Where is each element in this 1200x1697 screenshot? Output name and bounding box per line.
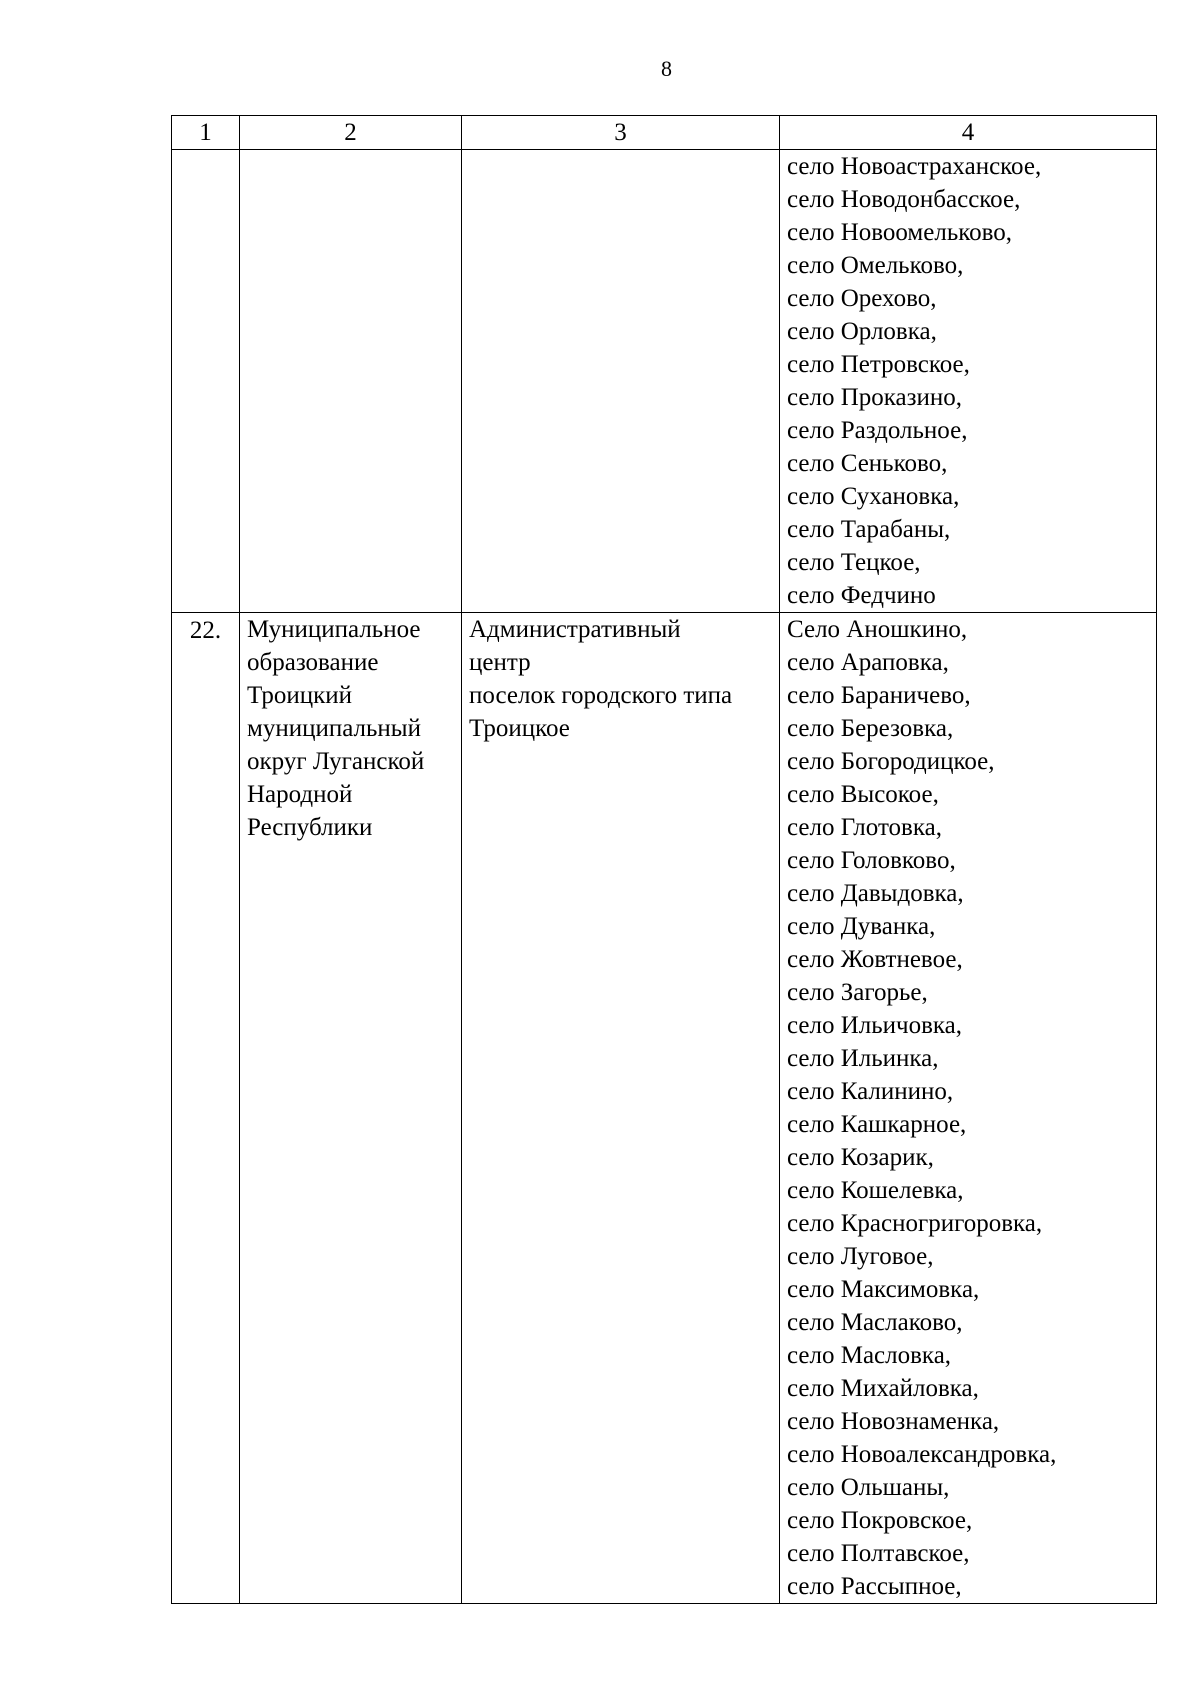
header-col-2: 2 <box>240 116 462 150</box>
settlement-item: село Красногригоровка, <box>787 1210 1043 1237</box>
settlement-item: село Омельково, <box>787 252 964 279</box>
settlement-item: село Луговое, <box>787 1243 934 1270</box>
settlement-item: село Тецкое, <box>787 549 921 576</box>
page-number: 8 <box>661 56 672 81</box>
settlements-table <box>171 115 1157 1604</box>
settlement-item: село Новознаменка, <box>787 1408 1000 1435</box>
settlement-item: село Маслаково, <box>787 1309 963 1336</box>
header-row <box>172 116 1157 150</box>
settlement-item: село Максимовка, <box>787 1276 980 1303</box>
settlement-item: село Новодонбасское, <box>787 186 1021 213</box>
settlement-item: село Сеньково, <box>787 450 948 477</box>
settlement-item: село Жовтневое, <box>787 946 963 973</box>
settlement-item: село Михайловка, <box>787 1375 979 1402</box>
settlement-item: село Березовка, <box>787 715 954 742</box>
municipality-name-line: Муниципальное <box>247 616 421 643</box>
continuation-number-cell <box>172 150 240 613</box>
settlement-item: село Загорье, <box>787 979 928 1006</box>
settlement-item: Село Аношкино, <box>787 616 968 643</box>
settlement-item: село Рассыпное, <box>787 1573 962 1600</box>
municipality-name-line: Республики <box>247 814 373 841</box>
settlement-item: село Ольшаны, <box>787 1474 950 1501</box>
settlement-item: село Высокое, <box>787 781 939 808</box>
settlement-item: село Полтавское, <box>787 1540 970 1567</box>
municipality-name-line: округ Луганской <box>247 748 425 775</box>
settlement-item: село Араповка, <box>787 649 949 676</box>
settlement-item: село Кошелевка, <box>787 1177 964 1204</box>
municipality-name-line: Народной <box>247 781 353 808</box>
settlement-item: село Покровское, <box>787 1507 973 1534</box>
administrative-center-line: Троицкое <box>469 715 570 742</box>
administrative-center-cell <box>462 613 780 1604</box>
continuation-settlements-cell <box>780 150 1157 613</box>
settlement-item: село Новоомельково, <box>787 219 1012 246</box>
header-col-4: 4 <box>780 116 1157 150</box>
settlement-item: село Бараничево, <box>787 682 971 709</box>
continuation-row <box>172 150 1157 613</box>
entry-number: 22. <box>172 613 240 1604</box>
settlement-item: село Раздольное, <box>787 417 968 444</box>
settlement-item: село Новоастраханское, <box>787 153 1042 180</box>
settlement-item: село Орловка, <box>787 318 937 345</box>
settlement-item: село Сухановка, <box>787 483 960 510</box>
settlement-item: село Орехово, <box>787 285 937 312</box>
settlement-item: село Кашкарное, <box>787 1111 967 1138</box>
settlement-item: село Ильинка, <box>787 1045 939 1072</box>
municipality-name-line: Троицкий <box>247 682 352 709</box>
settlement-item: село Давыдовка, <box>787 880 964 907</box>
entry-row-22 <box>172 613 1157 1604</box>
administrative-center-line: поселок городского типа <box>469 682 733 709</box>
continuation-name-cell <box>240 150 462 613</box>
continuation-center-cell <box>462 150 780 613</box>
settlement-item: село Масловка, <box>787 1342 952 1369</box>
administrative-center-line: центр <box>469 649 531 676</box>
settlement-item: село Богородицкое, <box>787 748 995 775</box>
settlement-item: село Федчино <box>787 582 936 609</box>
settlement-item: село Петровское, <box>787 351 970 378</box>
municipality-name-line: муниципальный <box>247 715 421 742</box>
settlement-item: село Козарик, <box>787 1144 934 1171</box>
settlement-item: село Тарабаны, <box>787 516 951 543</box>
settlement-item: село Дуванка, <box>787 913 936 940</box>
municipality-name-cell <box>240 613 462 1604</box>
header-col-3: 3 <box>462 116 780 150</box>
settlement-item: село Глотовка, <box>787 814 942 841</box>
settlement-item: село Проказино, <box>787 384 963 411</box>
settlement-item: село Ильичовка, <box>787 1012 963 1039</box>
settlement-item: село Новоалександровка, <box>787 1441 1057 1468</box>
settlement-item: село Головково, <box>787 847 956 874</box>
municipality-name-line: образование <box>247 649 379 676</box>
settlement-item: село Калинино, <box>787 1078 954 1105</box>
settlements-cell <box>780 613 1157 1604</box>
administrative-center-line: Административный <box>469 616 681 643</box>
header-col-1: 1 <box>172 116 240 150</box>
